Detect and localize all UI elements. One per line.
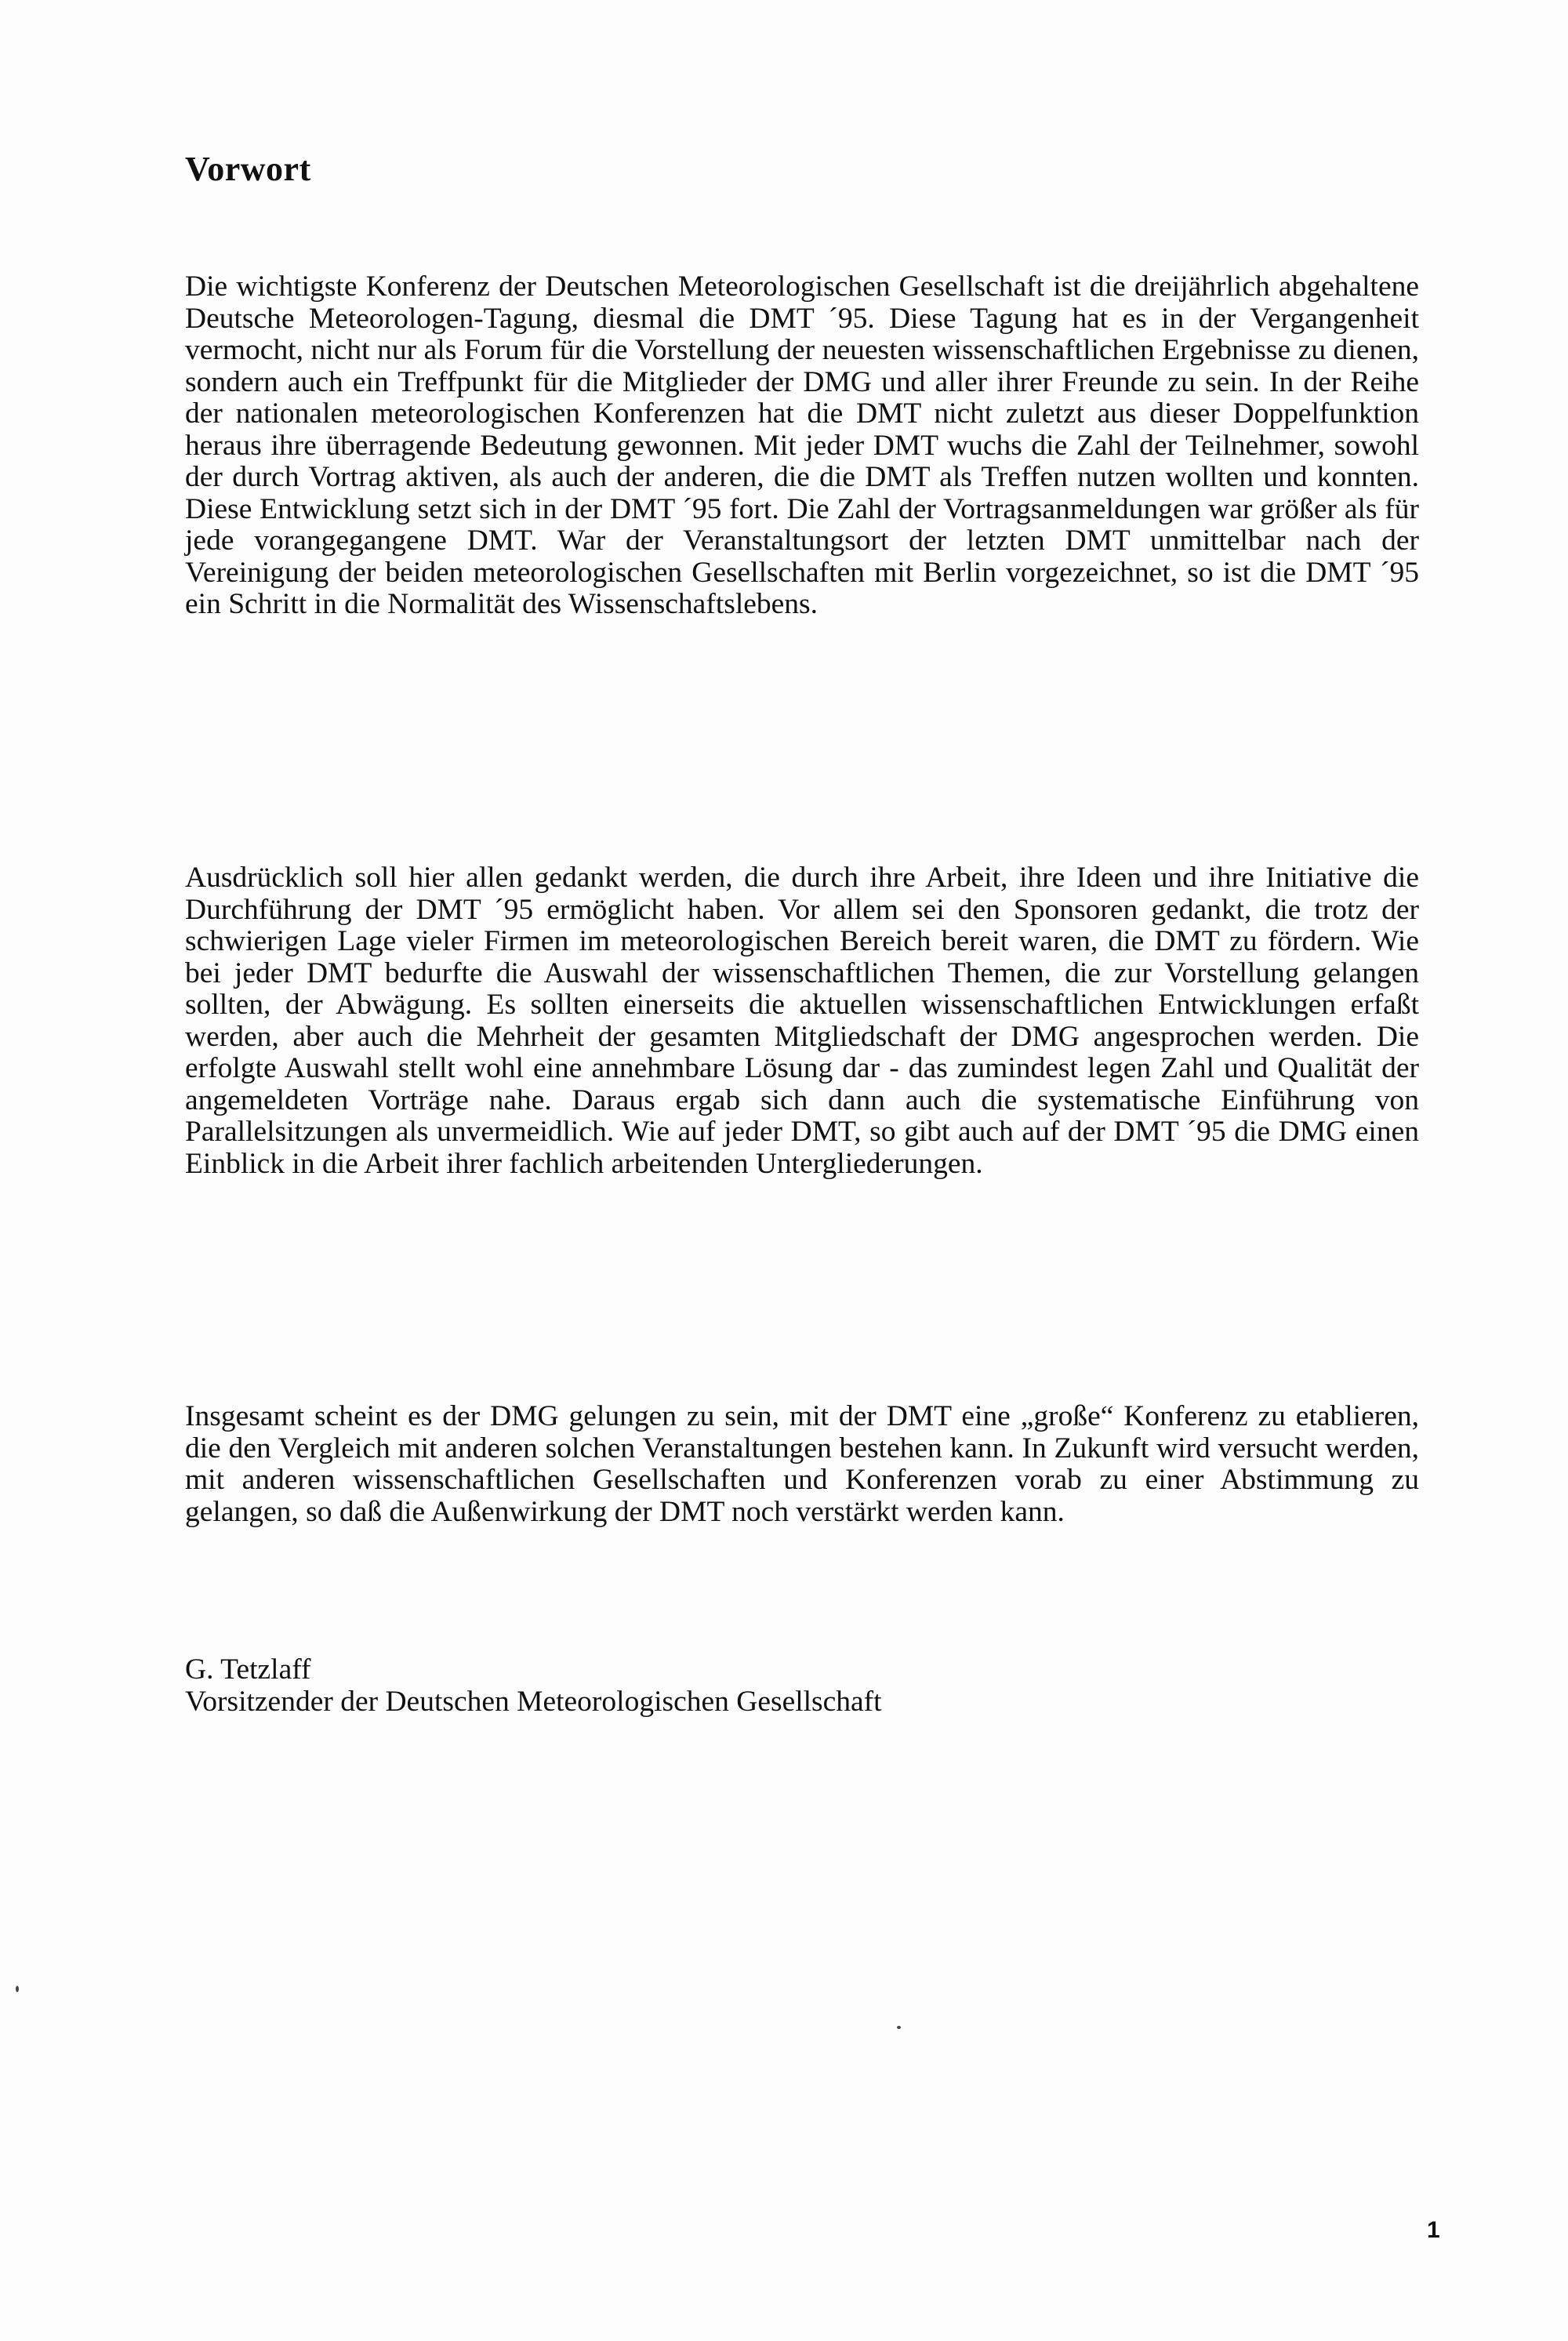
- page-number: 1: [1427, 2217, 1440, 2243]
- signature-name: G. Tetzlaff: [185, 1653, 311, 1686]
- signature-role: Vorsitzender der Deutschen Meteorologischen Gesellschaft: [185, 1686, 882, 1718]
- scan-speck: [897, 2026, 901, 2029]
- scan-speck: [16, 1986, 19, 1992]
- paragraph-2: Ausdrücklich soll hier allen gedankt werden, die durch ihre Arbeit, ihre Ideen und ihre Initiative die Durchführung der DMT ´95 ermöglicht haben. Vor allem sei den Sponsoren gedankt, die trotz der schwierigen Lage vieler Firmen im meteorologischen Bereich bereit waren, die DMT zu fördern. Wie bei jeder DMT bedurfte die Auswahl der wissenschaftlichen Themen, die zur Vorstellung gelangen sollten, der Abwägung. Es sollten einerseits die aktuellen wissenschaftlichen Entwicklungen erfaßt werden, aber auch die Mehrheit der gesamten Mitgliedschaft der DMG angesprochen werden. Die erfolgte Auswahl stellt wohl eine annehmbare Lösung dar - das zumindest legen Zahl und Qualität der angemeldeten Vorträge nahe. Daraus ergab sich dann auch die systematische Einführung von Parallelsitzungen als unvermeidlich. Wie auf jeder DMT, so gibt auch auf der DMT ´95 die DMG einen Einblick in die Arbeit ihrer fachlich arbeitenden Untergliederungen.: [185, 862, 1419, 1180]
- page-title: Vorwort: [185, 150, 311, 188]
- paragraph-3: Insgesamt scheint es der DMG gelungen zu sein, mit der DMT eine „große“ Konferenz zu etablieren, die den Vergleich mit anderen solchen Veranstaltungen bestehen kann. In Zukunft wird versucht werden, mit anderen wissenschaftlichen Gesellschaften und Konferenzen vorab zu einer Abstimmung zu gelangen, so daß die Außenwirkung der DMT noch verstärkt werden kann.: [185, 1400, 1419, 1528]
- paragraph-1: Die wichtigste Konferenz der Deutschen Meteorologischen Gesellschaft ist die dreijährlich abgehaltene Deutsche Meteorologen-Tagung, diesmal die DMT ´95. Diese Tagung hat es in der Vergangenheit vermocht, nicht nur als Forum für die Vorstellung der neuesten wissenschaftlichen Ergebnisse zu dienen, sondern auch ein Treffpunkt für die Mitglieder der DMG und aller ihrer Freunde zu sein. In der Reihe der nationalen meteorologischen Konferenzen hat die DMT nicht zuletzt aus dieser Doppelfunktion heraus ihre überragende Bedeutung gewonnen. Mit jeder DMT wuchs die Zahl der Teilnehmer, sowohl der durch Vortrag aktiven, als auch der anderen, die die DMT als Treffen nutzen wollten und konnten. Diese Entwicklung setzt sich in der DMT ´95 fort. Die Zahl der Vortragsanmeldungen war größer als für jede vorangegangene DMT. War der Veranstaltungsort der letzten DMT unmittelbar nach der Vereinigung der beiden meteorologischen Gesellschaften mit Berlin vorgezeichnet, so ist die DMT ´95 ein Schritt in die Normalität des Wissenschaftslebens.: [185, 270, 1419, 620]
